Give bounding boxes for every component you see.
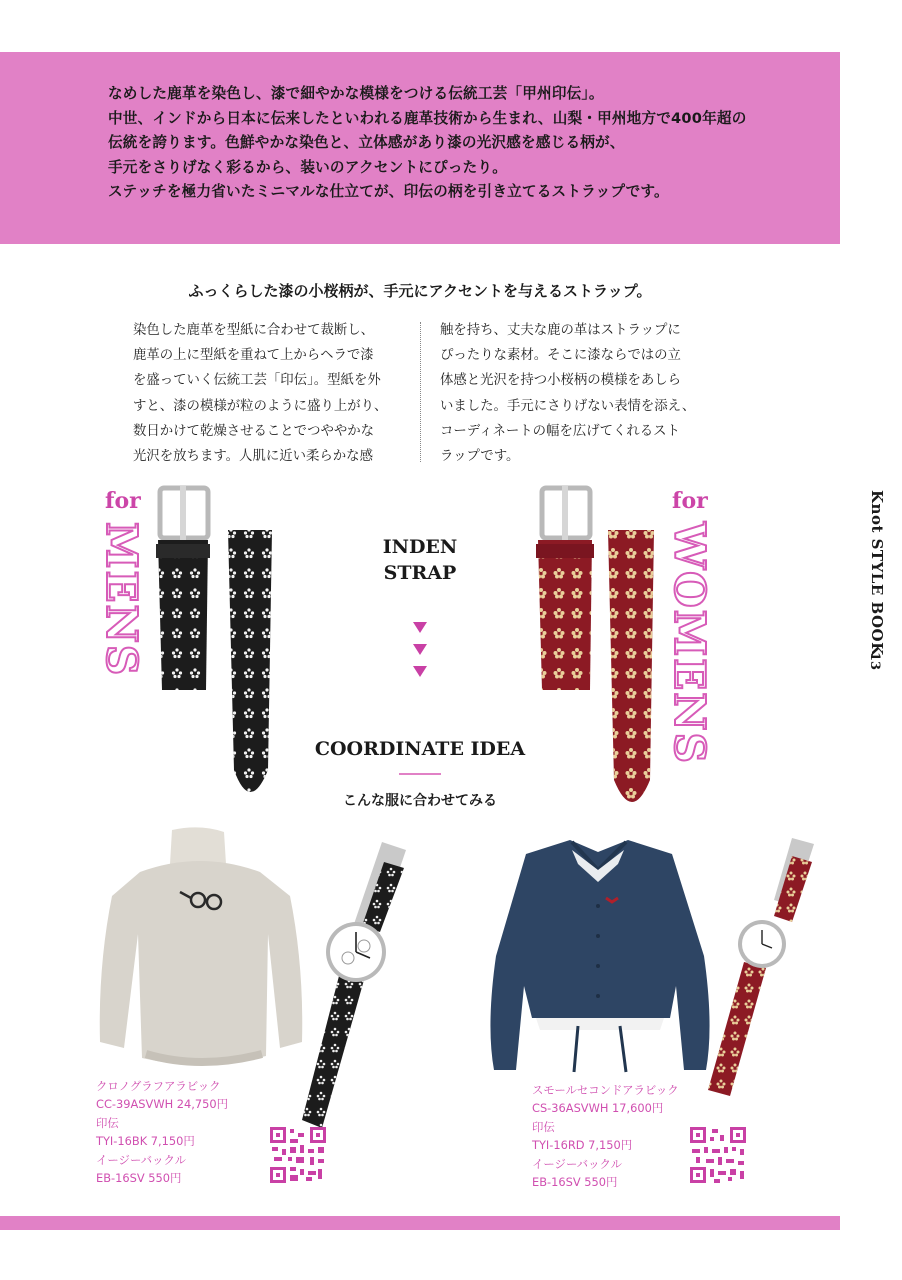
coordinate-idea-title: COORDINATE IDEA bbox=[314, 738, 526, 760]
men-outline-word: MENS bbox=[97, 522, 146, 678]
page-number: 13 bbox=[867, 652, 882, 671]
title-line-2: STRAP bbox=[383, 562, 457, 584]
intro-banner bbox=[0, 52, 840, 244]
black-strap-image bbox=[150, 484, 280, 814]
intro-line: 伝統を誇ります。色鮮やかな染色と、立体感があり漆の光沢感を感じる柄が、 bbox=[108, 134, 625, 151]
navy-jacket-image bbox=[480, 836, 720, 1072]
men-product-info bbox=[96, 1077, 228, 1187]
product-line: イージーバックル bbox=[532, 1156, 622, 1171]
body-line: 数日かけて乾燥させることでつややかな bbox=[133, 423, 375, 439]
product-line: EB-16SV 550円 bbox=[96, 1171, 182, 1186]
title-line-1: INDEN bbox=[382, 536, 458, 558]
product-line: EB-16SV 550円 bbox=[532, 1175, 618, 1190]
black-watch-image bbox=[300, 832, 420, 1132]
gray-sweater-image bbox=[90, 826, 310, 1076]
body-line: コーディネートの幅を広げてくれるスト bbox=[440, 423, 680, 439]
body-line: ぴったりな素材。そこに漆ならではの立 bbox=[440, 348, 681, 364]
body-line: 触を持ち、丈夫な鹿の革はストラップに bbox=[440, 323, 681, 338]
intro-line: 中世、インドから日本に伝来したといわれる鹿革技術から生まれ、山梨・甲州地方で400年超の bbox=[108, 109, 747, 127]
down-triangle-icon bbox=[413, 622, 427, 633]
product-line: 印伝 bbox=[96, 1115, 119, 1130]
qr-code-icon[interactable] bbox=[270, 1127, 326, 1183]
divider-line bbox=[399, 773, 441, 775]
red-strap-image bbox=[532, 484, 662, 824]
qr-code-icon[interactable] bbox=[690, 1127, 746, 1183]
body-line: いました。手元にさりげない表情を添え、 bbox=[440, 398, 696, 414]
intro-line: なめした鹿革を染色し、漆で細やかな模様をつける伝統工芸「甲州印伝」。 bbox=[108, 85, 604, 102]
product-line: CC-39ASVWH 24,750円 bbox=[96, 1097, 229, 1112]
product-line: スモールセコンドアラビック bbox=[532, 1083, 679, 1097]
women-outline-word: WOMENS bbox=[665, 522, 714, 765]
body-column-left bbox=[133, 318, 387, 469]
inden-strap-title bbox=[300, 534, 540, 586]
body-line: 鹿革の上に型紙を重ねて上からヘラで漆 bbox=[133, 348, 374, 364]
headline: ふっくらした漆の小桜柄が、手元にアクセントを与えるストラップ。 bbox=[188, 282, 652, 300]
down-triangle-icon bbox=[413, 666, 427, 677]
product-line: イージーバックル bbox=[96, 1152, 186, 1167]
body-line: を盛っていく伝統工芸「印伝」。型紙を外 bbox=[133, 373, 381, 389]
body-column-right bbox=[440, 318, 695, 469]
magazine-side-title: Knot STYLE BOOK bbox=[868, 490, 886, 656]
down-triangle-icon bbox=[413, 644, 427, 655]
intro-line: ステッチを極力省いたミニマルな仕立てが、印伝の柄を引き立てるストラップです。 bbox=[108, 183, 669, 200]
body-line: 体感と光沢を持つ小桜柄の模様をあしら bbox=[440, 373, 682, 389]
down-arrows bbox=[413, 622, 429, 688]
product-line: TYI-16BK 7,150円 bbox=[96, 1134, 195, 1149]
product-line: CS-36ASVWH 17,600円 bbox=[532, 1101, 664, 1116]
intro-line: 手元をさりげなく彩るから、装いのアクセントにぴったり。 bbox=[108, 158, 507, 176]
product-line: 印伝 bbox=[532, 1119, 555, 1134]
women-for-label: for bbox=[672, 488, 708, 514]
body-line: ラップです。 bbox=[440, 449, 520, 465]
product-line: TYI-16RD 7,150円 bbox=[532, 1138, 633, 1153]
women-product-info bbox=[532, 1081, 679, 1191]
product-line: クロノグラフアラビック bbox=[96, 1079, 221, 1093]
coordinate-subtitle: こんな服に合わせてみる bbox=[343, 793, 497, 809]
column-divider bbox=[420, 322, 421, 462]
body-line: 染色した鹿革を型紙に合わせて裁断し、 bbox=[133, 323, 375, 338]
body-line: 光沢を放ちます。人肌に近い柔らかな感 bbox=[133, 449, 373, 465]
bottom-accent-bar bbox=[0, 1216, 840, 1230]
body-line: すと、漆の模様が粒のように盛り上がり、 bbox=[133, 398, 388, 414]
men-for-label: for bbox=[105, 488, 141, 514]
red-watch-image bbox=[700, 836, 820, 1098]
